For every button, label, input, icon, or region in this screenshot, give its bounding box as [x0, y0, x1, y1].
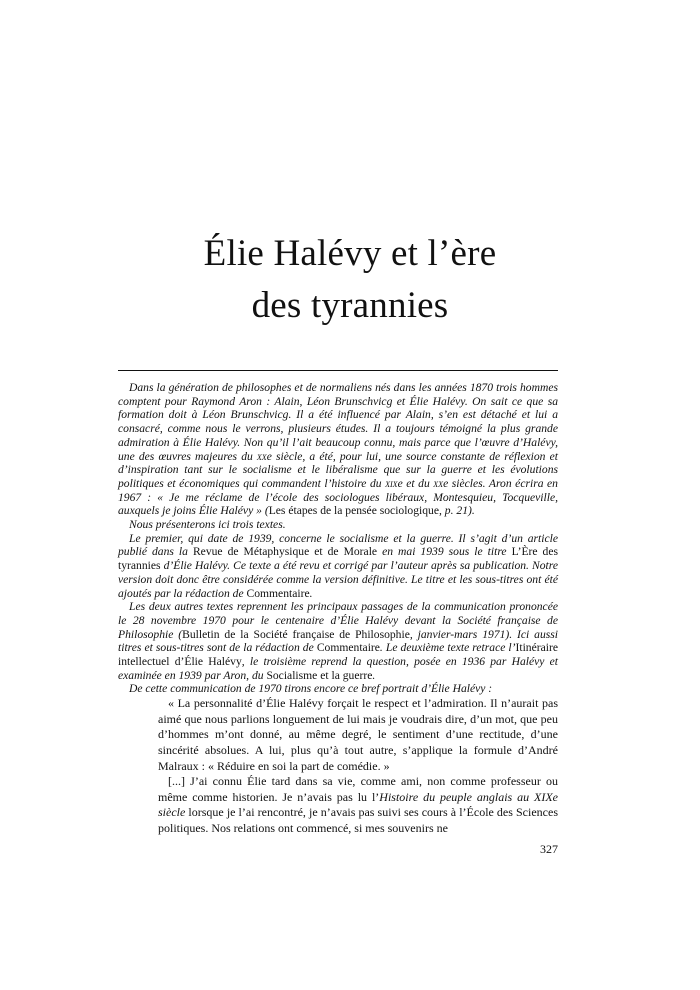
text-run: en mai 1939 sous le titre: [377, 545, 512, 559]
block-quote: [118, 696, 558, 836]
text-run: e siècles. Aron écrira en 1967 : « Je me réclame de l’école des sociologues libéraux, Montesquieu, Tocqueville, auxquels je joins Élie Halévy » (: [118, 476, 558, 518]
text-run: Commentaire: [316, 641, 380, 655]
intro-paragraph: [118, 600, 558, 682]
text-run: . Le deuxième texte retrace l’: [379, 641, 516, 655]
editorial-introduction: [118, 381, 558, 696]
text-run: L’Ère des tyrannies: [118, 545, 558, 573]
text-run: .: [309, 586, 313, 600]
page-number: 327: [540, 842, 558, 856]
text-run: Revue de Métaphysique et de Morale: [192, 545, 378, 559]
text-run: Itinéraire intellectuel d’Élie Halévy: [118, 641, 558, 669]
article-title-line: des tyrannies: [251, 285, 449, 326]
intro-paragraph: [118, 381, 558, 518]
text-run: siècle: [158, 805, 186, 820]
text-run: Le premier, qui date de 1939, concerne le socialisme et la guerre. Il s’agit d’un article publié dans la: [118, 531, 558, 559]
intro-paragraph: [118, 518, 558, 532]
text-run: Histoire du peuple anglais au XIX: [379, 789, 553, 804]
intro-paragraph: [118, 682, 558, 696]
text-run: xx: [256, 449, 267, 463]
text-run: .: [372, 668, 376, 682]
text-run: De cette communication de 1970 tirons encore ce bref portrait d’Élie Halévy :: [129, 682, 493, 696]
text-run: Nous présenterons ici trois textes.: [129, 518, 286, 532]
text-run: e: [552, 789, 558, 804]
text-run: e et du: [397, 476, 434, 490]
text-run: xix: [385, 476, 398, 490]
text-run: Dans la génération de philosophes et de normaliens nés dans les années 1870 trois hommes comptent pour Raymond Aron : Alain, Léon Brunschvicg et Élie Halévy. On sait ce que sa formation doit à Léon Brunschvicg. Il a été influencé par Alain, s’en est détaché et lui a consacré, comme nous le verrons, plusieurs études. Il a toujours témoigné la plus grande admiration à Élie Halévy. Non qu’il l’ait beaucoup connu, mais parce que l’œuvre d’Halévy, une des œuvres majeures du: [118, 381, 558, 463]
article-title: [110, 228, 590, 332]
article-title-line: Élie Halévy et l’ère: [203, 233, 497, 274]
intro-paragraph: [118, 532, 558, 601]
title-rule: [118, 370, 558, 371]
article-body: [118, 381, 558, 837]
text-run: Les deux autres textes reprennent les principaux passages de la communication prononcée le 28 novembre 1970 pour le centenaire d’Élie Halévy devant la Société française de Philosophie (: [118, 600, 558, 641]
text-run: lorsque je l’ai rencontré, je n’avais pas suivi ses cours à l’École des Sciences politiques. Nos relations ont commencé, si mes souvenirs ne: [158, 805, 558, 835]
text-run: Commentaire: [246, 586, 310, 600]
text-run: Bulletin de la Société française de Philosophie: [182, 627, 410, 641]
text-run: xx: [433, 476, 444, 490]
text-run: Socialisme et la guerre: [266, 668, 373, 682]
quote-paragraph: [158, 774, 558, 836]
text-run: [...] J’ai connu Élie tard dans sa vie, comme ami, non comme professeur ou même comme historien. Je n’avais pas lu l’: [158, 774, 558, 804]
quote-paragraph: [158, 696, 558, 774]
text-run: e siècle, a été, pour lui, une source constante de réflexion et d’inspiration tant sur le socialisme et le libéralisme que sur la guerre et les évolutions politiques et économiques qui commandent l’histoire du: [118, 449, 558, 490]
text-run: Les étapes de la pensée sociologique: [268, 504, 439, 518]
text-run: « La personnalité d’Élie Halévy forçait le respect et l’admiration. Il n’aurait pas aimé que nous parlions longuement de lui mais je voudrais dire, d’un mot, que peu d’hommes m’ont donné, au même degré, le sentiment d’une rectitude, d’une sincérité absolues. A lui, plus qu’à tout autre, s’applique la formule d’André Malraux : « Réduire en soi la part de comédie. »: [158, 696, 558, 773]
text-run: , janvier-mars 1971). Ici aussi titres et sous-titres sont de la rédaction de: [118, 627, 558, 655]
text-run: , le troisième reprend la question, posée en 1936 par Halévy et examinée en 1939 par Aron, du: [118, 655, 558, 682]
text-run: , p. 21).: [439, 504, 475, 518]
text-run: d’Élie Halévy. Ce texte a été revu et corrigé par l’auteur après sa publication. Notre version doit donc être considérée comme la version définitive. Le titre et les sous-titres ont été ajoutés par la rédaction de: [118, 559, 558, 600]
